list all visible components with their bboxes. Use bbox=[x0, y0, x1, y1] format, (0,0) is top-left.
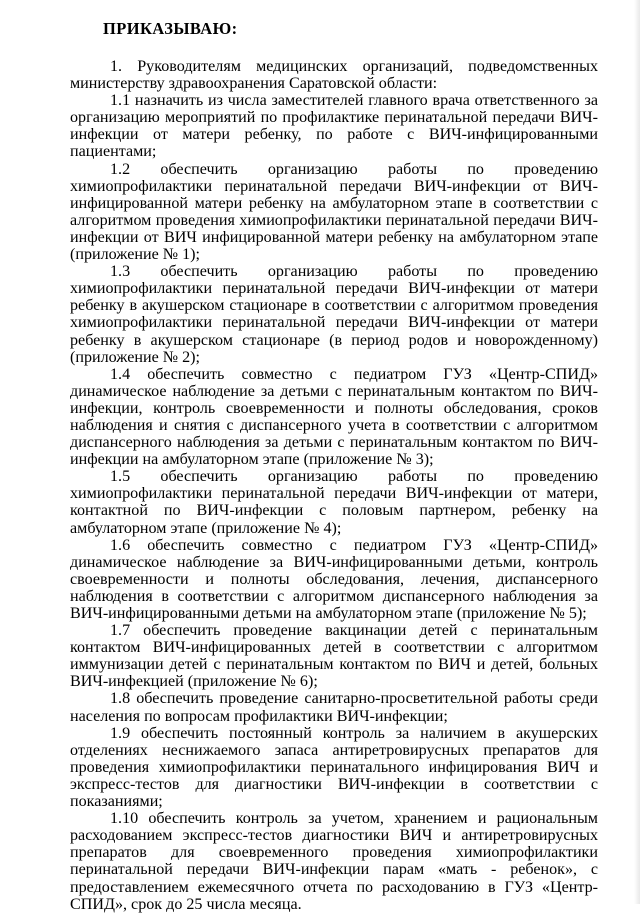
paragraph-1-9: 1.9 обеспечить постоянный контроль за наличием в акушерских отделениях неснижаемого запаса антиретровирусных препаратов для проведения химиопрофилактики перинатального инфицирования ВИЧ и экспресс-тестов для диагностики ВИЧ-инфекции в соответствии с показаниями; bbox=[70, 724, 598, 811]
paragraph-1: 1. Руководителям медицинских организаций, подведомственных министерству здравоохранения Саратовской области: bbox=[70, 58, 598, 93]
document-body bbox=[70, 58, 598, 913]
paragraph-1-2: 1.2 обеспечить организацию работы по проведению химиопрофилактики перинатальной передачи ВИЧ-инфекции от ВИЧ-инфицированной матери ребенку на амбулаторном этапе в соответствии с алгоритмом проведения химиопрофилактики перинатальной передачи ВИЧ-инфекции от ВИЧ инфицированной матери ребенку на амбулаторном этапе (приложение № 1); bbox=[70, 160, 598, 264]
paragraph-1-3: 1.3 обеспечить организацию работы по проведению химиопрофилактики перинатальной передачи ВИЧ-инфекции от матери ребенку в акушерском стационаре в соответствии с алгоритмом проведения химиопрофилактики перинатальной передачи ВИЧ-инфекции от матери ребенку в акушерском стационаре (в период родов и новорожденному) (приложение № 2); bbox=[70, 263, 598, 366]
paragraph-1-5: 1.5 обеспечить организацию работы по проведению химиопрофилактики перинатальной передачи ВИЧ-инфекции от матери, контактной по ВИЧ-инфекции с половым партнером, ребенку на амбулаторном этапе (приложение № 4); bbox=[70, 468, 598, 537]
paragraph-1-6: 1.6 обеспечить совместно с педиатром ГУЗ «Центр-СПИД» динамическое наблюдение за ВИЧ-инфицированными детьми, контроль своевременности и полноты обследования, лечения, диспансерного наблюдения в соответствии с алгоритмом диспансерного наблюдения за ВИЧ-инфицированными детьми на амбулаторном этапе (приложение № 5); bbox=[70, 536, 598, 622]
paragraph-1-1: 1.1 назначить из числа заместителей главного врача ответственного за организацию мероприятий по профилактике перинатальной передачи ВИЧ-инфекции от матери ребенку, по работе с ВИЧ-инфицированными пациентами; bbox=[70, 92, 598, 161]
order-heading: ПРИКАЗЫВАЮ: bbox=[103, 19, 238, 38]
paragraph-1-7: 1.7 обеспечить проведение вакцинации детей с перинатальным контактом ВИЧ-инфицированных детей в соответствии с алгоритмом иммунизации детей с перинатальным контактом по ВИЧ и детей, больных ВИЧ-инфекцией (приложение № 6); bbox=[70, 622, 598, 691]
scan-edge-shadow bbox=[634, 0, 640, 904]
paragraph-1-10: 1.10 обеспечить контроль за учетом, хранением и рациональным расходованием экспресс-тестов диагностики ВИЧ и антиретровирусных препаратов для своевременного проведения химиопрофилактики перинатальной передачи ВИЧ-инфекции парам «мать - ребенок», с предоставлением ежемесячного отчета по расходованию в ГУЗ «Центр-СПИД», срок до 25 числа месяца. bbox=[70, 810, 598, 913]
paragraph-1-8: 1.8 обеспечить проведение санитарно-просветительной работы среди населения по вопросам профилактики ВИЧ-инфекции; bbox=[70, 690, 598, 725]
paragraph-1-4: 1.4 обеспечить совместно с педиатром ГУЗ «Центр-СПИД» динамическое наблюдение за детьми с перинатальным контактом по ВИЧ-инфекции, контроль своевременности и полноты обследования, сроков наблюдения и снятия с диспансерного учета в соответствии с алгоритмом диспансерного наблюдения за детьми с перинатальным контактом по ВИЧ-инфекции на амбулаторном этапе (приложение № 3); bbox=[70, 365, 598, 469]
